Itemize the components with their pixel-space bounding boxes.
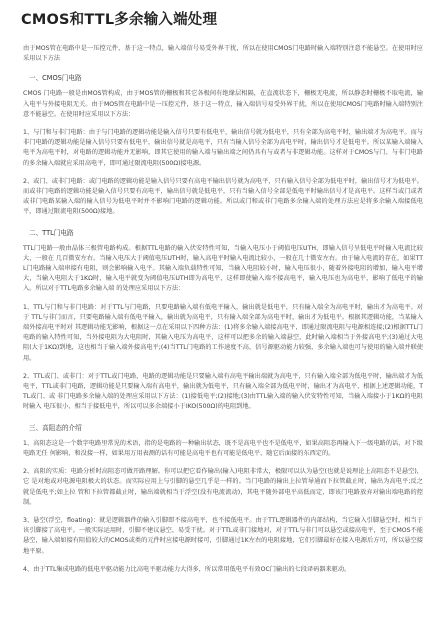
section-heading: 二、TTL门电路	[29, 228, 74, 237]
paragraph: 4、由于TTL集成电路的低电平驱动能力比高电平驱动能力大得多，所以常用低电平有效OC门输出的七段译码器来驱动。	[23, 565, 351, 573]
section-heading: 一、CMOS门电路	[29, 74, 82, 83]
paragraph: 3、悬空(浮空，floating)：就是逻辑器件的输入引脚即不接高电平，也不接低电平。由于TTL逻辑器件的内部结构，当它输入引脚悬空时，相当于该引脚接了高电平。一般实际运用时，引脚不建议悬空，易受干扰。对于TTL或非门接地对，对于TTL与非门可以悬空或接高电平，至于CMOS不能悬空，输入端如接有阻值较大的CMOS或类的元件时应接电源时接可，引脚通过1K左右的电阻接地，它们引脚最好在接入电源后方可，所以悬空接地平原。	[23, 516, 423, 555]
paragraph: CMOS 门电路一般是由MOS管构成，由于MOS管的栅极和其它各极间有绝缘层相隔，在直流状态下，栅极无电流，所以静态时栅极不取电流，输入电平与外接电阻无关。由于MOS管在电路中是一压控元件，基于这一特点，输入端信号易受外界干扰，所以在使用CMOS门电路时输入端特别注意不能悬空。在使用时应采用以下方法：	[23, 90, 423, 118]
section-high-impedance	[23, 423, 423, 575]
paragraph: 2、TTL或门、或非门：对于TTL或门电路，电路的逻辑功能是只要输入端有高电平输出端就为高电平，只有输入端全部为低电平时，输出端才为低电平，TTL或非门电路，逻辑功能是只要输入端有高电平，输出就为低电平，只有输入端全部为低电平时，输出才为高电平，根据上述逻辑功能，TTL或门、或 非门电路多余输入端的处理应采用以下方法：(1)接低电平;(2)接地;(3)由TTL输入端的输入伏安特性可知，当输入端接小于1KΩ的电阻时输入 电压很小，相当于接低电平，所以可以多余端接小于IKO(500Ω)的电阻到地。	[23, 372, 423, 411]
section-ttl	[23, 228, 423, 413]
paragraph: 1、高阻态这是一个数字电路里常见的术语，指的是电路的一种输出状态，既不是高电平也不是低电平，如果高阻态再输入下一级电路的话，对下级电路无任 何影响，和没接一样，如果用万用表测的话有可能是高电平也有可能是低电平，随它后面接的东西定的。	[23, 439, 423, 457]
paragraph: 1、TTL与门和与非门电路：对于TTL与门电路，只要电路输入端有低电平输入，输出就是低电平，只有输入端全为高电平时，输出才为高电平。对于 TTL与非门而言，只要电路输入端有低电平输入，输出就为高电平，只有输入端全部为高电平时，输出才为低电平。根据其逻辑功能，当某输入端外接高电平时对 其逻辑功能无影响，根据这一点在采用以下四种方法：(1)将多余输入端接高电平，即通过限流电阻与电源相连接;(2)根据TTL门电路的输入特性可知，当外接电阻为大电阻时，其输入电压为高电平，这样可以把多余的输入端悬空，此时输入端相当于外接高电平;(3)通过大电阻(大于1KΩ)到地，这也相当于输入端外接高电平;(4)当TTL门电路的工作速度不高，信号源驱动能力较强，多余输入端也可与使用的输入端并联使用。	[23, 303, 423, 362]
page-title: CMOS和TTL多余输入端处理	[21, 12, 218, 28]
section-heading: 三、高阻态的介绍	[29, 423, 82, 432]
paragraph: 2、或门、或非门电路：或门电路的逻辑功能是输入信号只要有高电平输出信号就为高电平，只有输入信号全部为低电平时，输出信号才为低电平。而或非门电路的逻辑功能是输入信号只要有高电平，输出信号就是低电平，只有当输入信号全部是低电平时输出信号才是高电平。这样当或门或者或非门电路某输入端的输入信号为低电平时并不影响门电路的逻辑功能。所以或门和或非门电路多余输入端的处理方法应是将多余输入端接低电平，即通过限流电阻(500Ω)接地。	[23, 177, 423, 216]
paragraph: 1、与门和与非门电路：由于与门电路的逻辑功能是输入信号只要有低电平，输出信号就为低电平，只有全部为高电平时，输出端才为高电平。而与非门电路的逻辑功能是输入信号只要有低电平，输出信号就是高电平，只有当输入信号全部为高电平时，输出信号才是低电平。所以某输入端输入电平为高电平时，对电路的逻辑功能并无影响，即其它使用的输入端与输出端之间仍具有与或者与非逻辑功能。这样对于CMOS与门、与非门电路的多余输入端就应采用高电平，即可通过限流电阻(500Ω)接电源。	[23, 129, 423, 167]
document-body	[23, 44, 423, 583]
section-cmos	[23, 73, 423, 217]
paragraph: 2、高阻的实质：电路分析时高阻态可做开路理解。你可以把它看作输出(输入)电阻非常大，极限可以认为悬空(也就是说理论上高阻态不是悬空)，它 是对地或对电源电阻极大的状态。而实际应用上与引脚的悬空几乎是一样的。当门电路的输出上拉管导通而下拉管截止时，输出为高电平;反之就是低电平;如上拉 管和下拉管都截止时，输出端就相当于浮空(没有电流流动)，其电平随外部电平高低而定，即该门电路放弃对输出端电路的控制。	[23, 468, 423, 506]
paragraph: TTL门电路一般由晶体三极管电路构成。根据TTL电路的输入伏安特性可知，当输入电压小于阈值电压UTH，即输入信号呈低电平时输入电流比较大，一般在 几百微安左右。当输入电压大于阈值电压UTH时，输入高电平时输入电流比较小，一般在几十微安左右。由于输入电流的存在，如果TTL门电路输入端串接有电阻，则会影响输入电平。其输入端负载特性可知，当输入电阻较小时，输入电压很小，随着外接电阻的增加，输入电平增大，当输入电阻大于1KΩ时，输入电平就变为阈值电压UTH即为高电平，这样即使输入端不接高电平，输入电压也为高电平，影响了低电平的输入。所以对于TTL电路多余输入端 的处理应采用以下方法：	[23, 244, 423, 293]
intro-paragraph: 由于MOS管在电路中是一压控元件，基于这一特点，输入端信号易受外界干扰，所以在使用CMOS门电路时输入端特别注意不能悬空。在使用时应采用以下方法	[23, 45, 423, 63]
